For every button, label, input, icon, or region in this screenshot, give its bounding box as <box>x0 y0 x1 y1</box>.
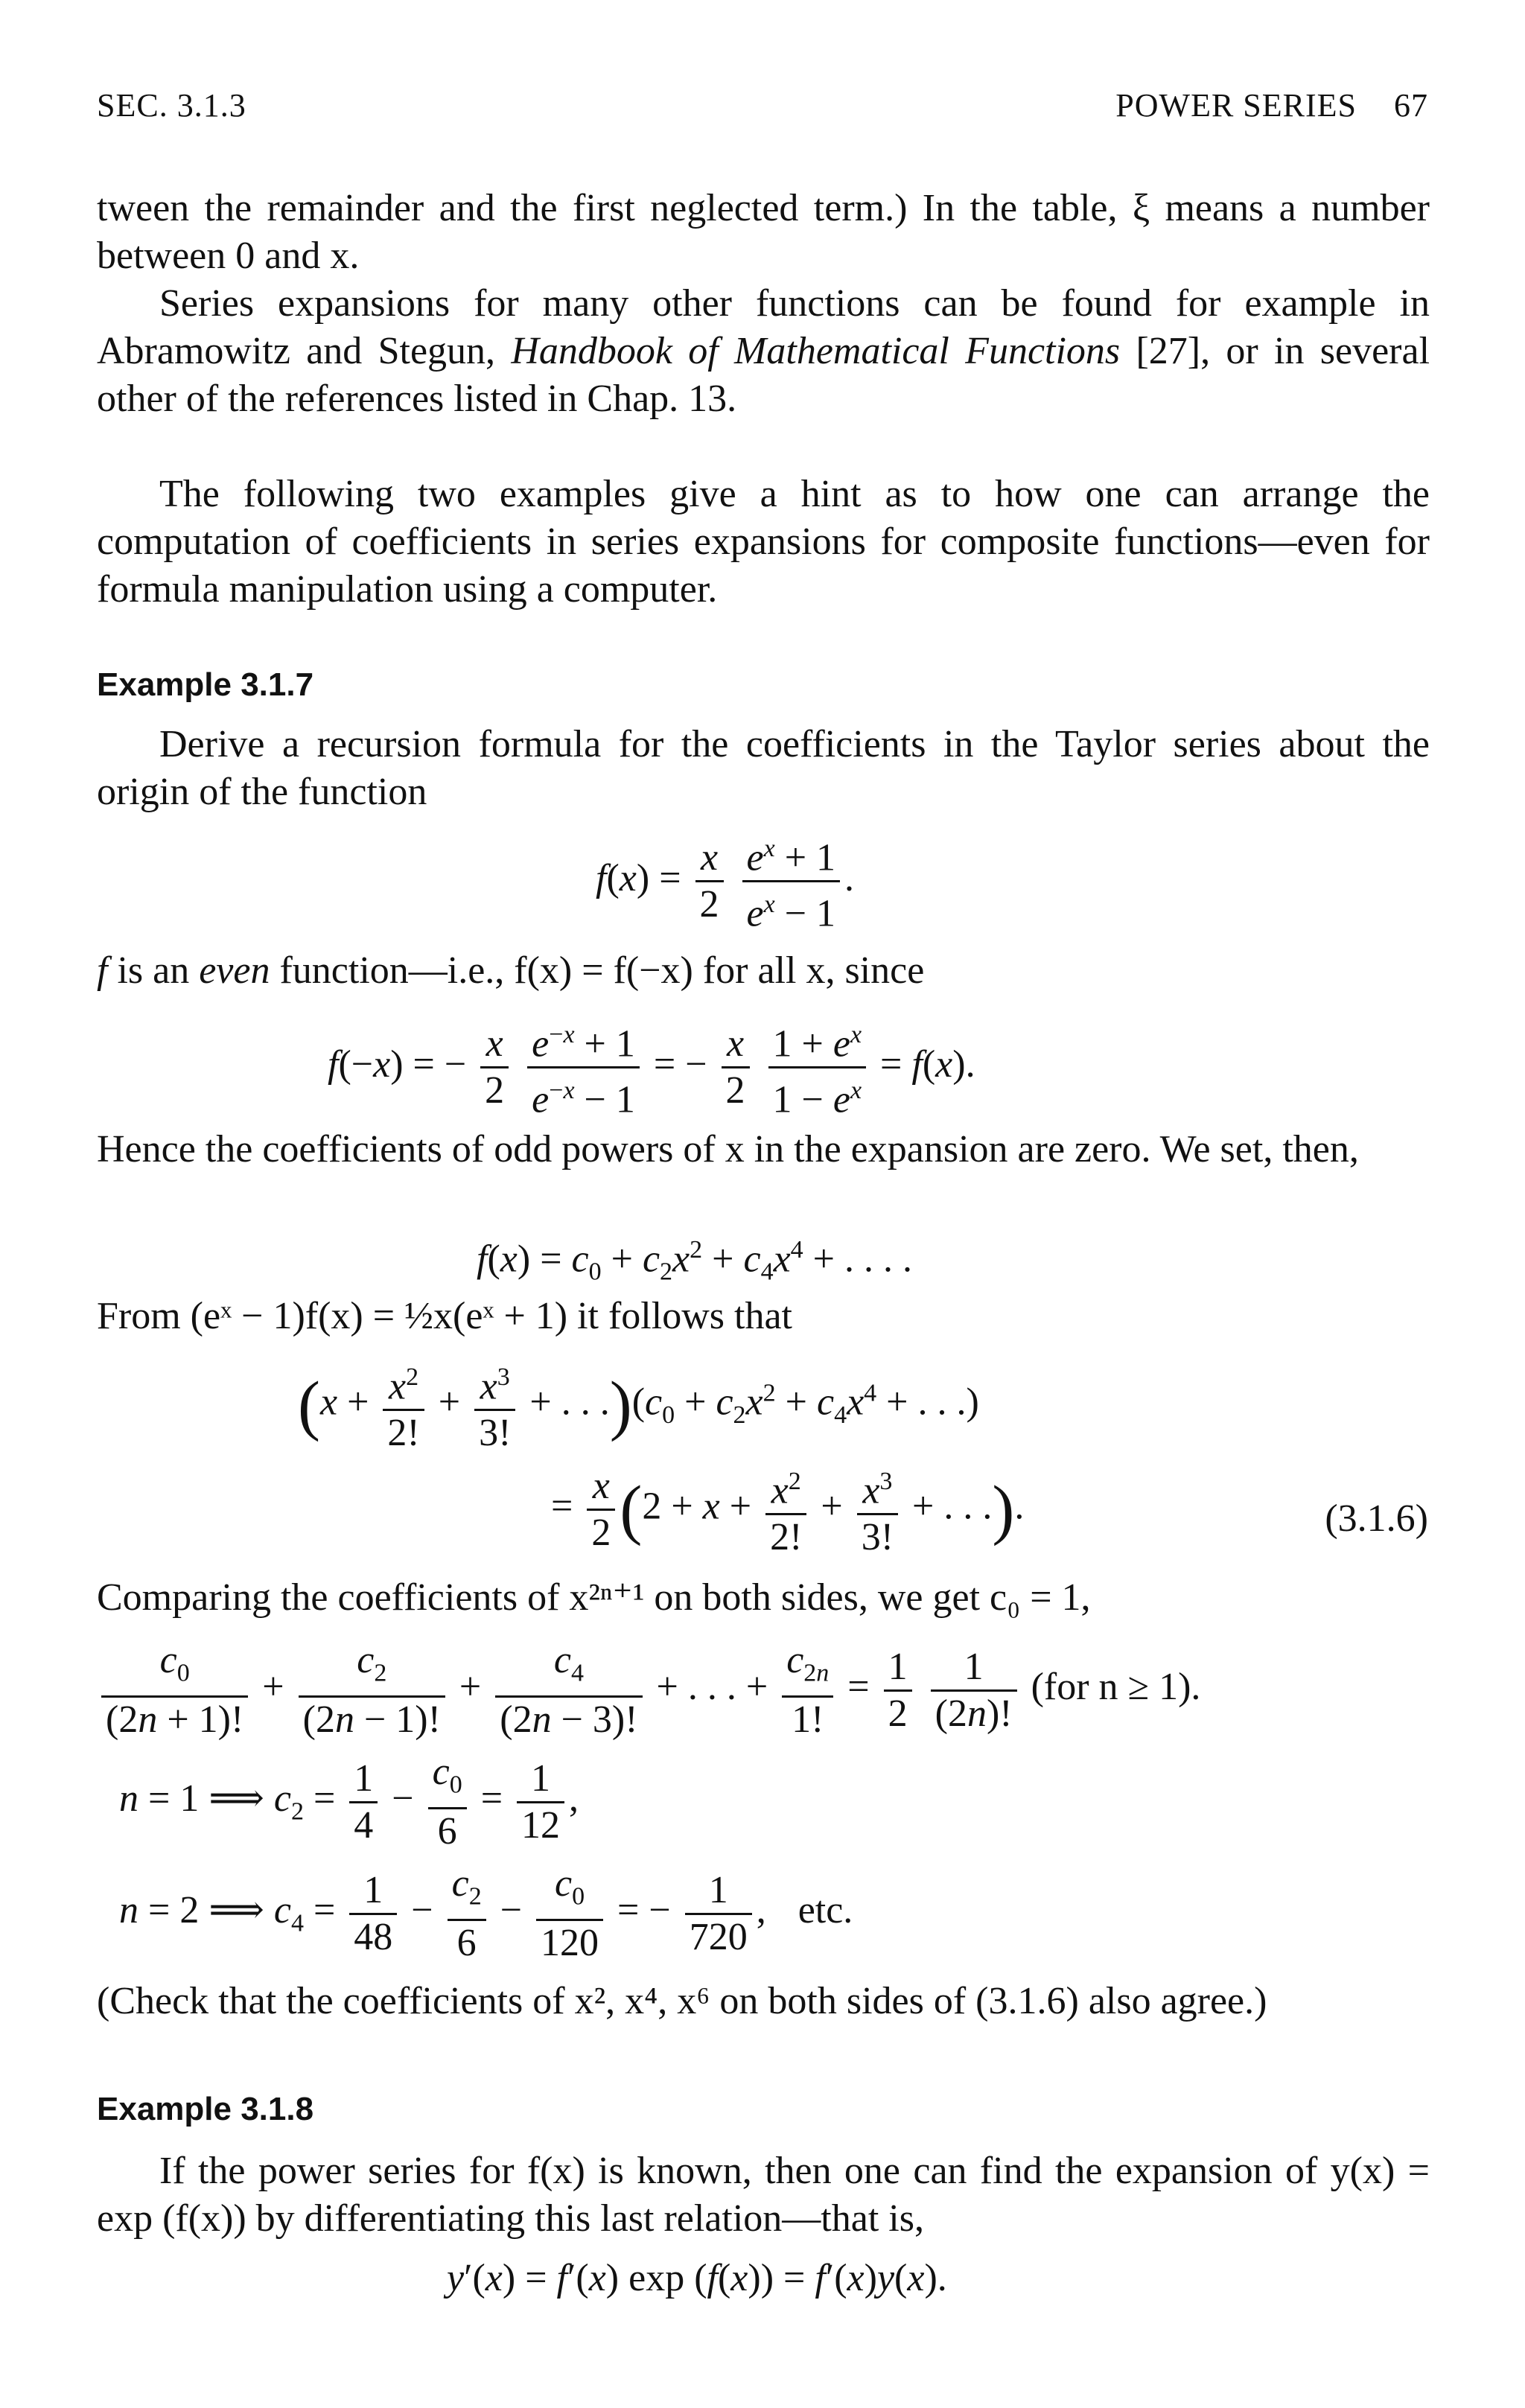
equation-product-lhs: (x + $\frac{x^2}{2!}$ + $\frac{x^3}{3!}$ + . . $.)(c_0 + c_2x^2 + c_4x^4$ + . . .) <box>298 1355 979 1456</box>
equation-f-minus-x: f(−x) = − $\frac{x}{2}$ $\frac{e^{-x} + 1}{e^{-x} - 1}$ = − $\frac{x}{2}$ $\frac{1 + e^x}{1 - e^x}$ = f(x). <box>328 1013 975 1123</box>
equation-y-derivative: y′(x) = f′(x) exp (f(x)) = f′(x)y(x). <box>447 2257 947 2299</box>
paragraph-2: Series expansions for many other functions can be found for example in Abramowitz and Stegun, Handbook of Mathematical Functions [27], or in several other of the references listed in Chap. 13. <box>97 282 1430 420</box>
equation-c2: n = 1 ⟹ $c_2$ = $\frac{1}{4}$ − $\frac{c_0}{6}$ = $\frac{1}{12}$ , <box>119 1751 579 1853</box>
header-title: POWER SERIES <box>1115 87 1357 124</box>
example1-even: f is an even function—i.e., f(x) = f(−x) for all x, since <box>97 949 925 992</box>
example1-comparing: Comparing the coefficients of x²ⁿ⁺¹ on both sides, we get c₀ = 1, <box>97 1576 1091 1619</box>
equation-c4: n = 2 ⟹ $c_4$ = $\frac{1}{48}$ − $\frac{c_2}{6}$ − $\frac{c_0}{120}$ = − $\frac{1}{720}$ , etc. <box>119 1862 853 1965</box>
example1-from: From (eˣ − 1)f(x) = ½x(eˣ + 1) it follows that <box>97 1295 792 1337</box>
running-header-section: SEC. 3.1.3 <box>97 87 246 124</box>
running-header-title <box>1115 86 1428 124</box>
example1-intro: Derive a recursion formula for the coefficients in the Taylor series about the origin of the function <box>97 723 1430 813</box>
etc-label: etc. <box>797 1889 853 1932</box>
example2-intro: If the power series for f(x) is known, then one can find the expansion of y(x) = exp (f(x)) by differentiating this last relation—that is, <box>97 2150 1430 2240</box>
page-number: 67 <box>1394 87 1428 124</box>
equation-fx: f(x) = $\frac{x}{2}$ $\frac{e^x + 1}{e^x - 1}$ . <box>596 826 854 937</box>
recursion-condition: (for n ≥ 1). <box>1031 1666 1201 1709</box>
example1-odd-powers: Hence the coefficients of odd powers of x in the expansion are zero. We set, then, <box>97 1128 1359 1170</box>
example-heading-1: Example 3.1.7 <box>97 666 314 703</box>
paragraph-3: The following two examples give a hint as to how one can arrange the computation of coefficients in series expansions for composite functions—even for formula manipulation using a computer. <box>97 473 1430 611</box>
equation-recursion: $\frac{c_0}{(2n + 1)!}$ + $\frac{c_2}{(2n - 1)!}$ + $\frac{c_4}{(2n - 3)!}$ + . . . + $\frac{c_{2n}}{1!}$ = $\frac{1}{2}$ $\frac{1}{(2n)!}$ (for n ≥ 1). <box>97 1638 1200 1742</box>
equation-series: $f(x) = c_0 + c_2x^2 + c_4x^4$ + . . . . <box>477 1236 912 1286</box>
equation-number: (3.1.6) <box>1325 1497 1428 1540</box>
example-heading-2: Example 3.1.8 <box>97 2091 314 2127</box>
book-title: Handbook of Mathematical Functions <box>511 330 1121 372</box>
paragraph-1: tween the remainder and the first neglected term.) In the table, ξ means a number between 0 and x. <box>97 187 1430 277</box>
equation-product-rhs: = $\frac{x}{2}$ (2 + x + $\frac{x^2}{2!}$ + $\frac{x^3}{3!}$ + . . .). <box>551 1459 1024 1560</box>
example1-check: (Check that the coefficients of x², x⁴, x⁶ on both sides of (3.1.6) also agree.) <box>97 1980 1267 2022</box>
